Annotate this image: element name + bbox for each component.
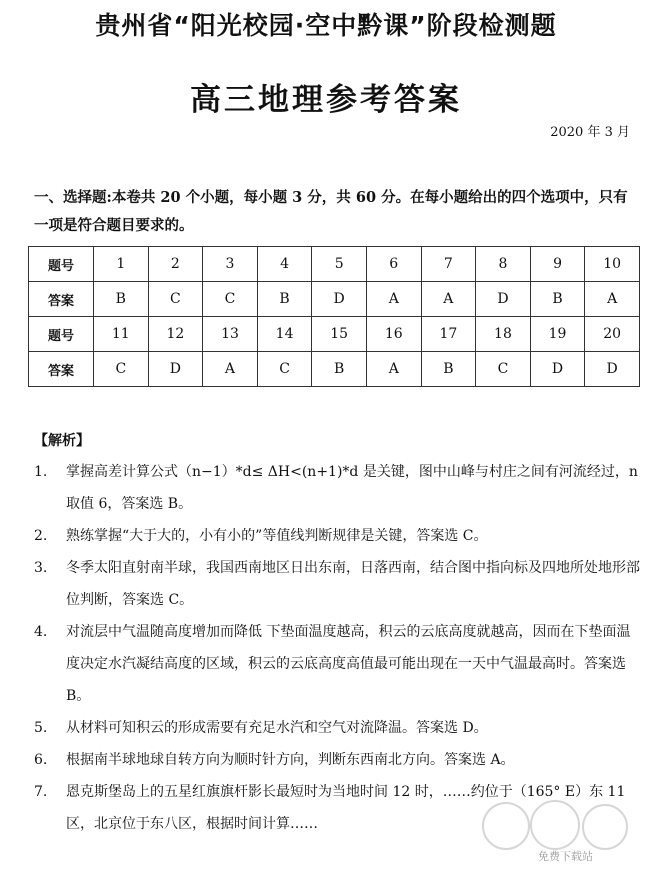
table-cell: D xyxy=(312,282,367,317)
table-cell: 19 xyxy=(530,317,585,352)
table-cell: 10 xyxy=(585,247,640,282)
table-cell: C xyxy=(257,352,312,387)
table-row xyxy=(29,352,640,387)
row-header-cell: 答案 xyxy=(29,352,94,387)
table-cell: 1 xyxy=(94,247,149,282)
table-cell: A xyxy=(585,282,640,317)
table-cell: 3 xyxy=(203,247,258,282)
analysis-list xyxy=(34,456,642,840)
table-cell: 13 xyxy=(203,317,258,352)
table-cell: 5 xyxy=(312,247,367,282)
watermark-circle-icon xyxy=(482,802,530,850)
watermark-circle-icon xyxy=(530,800,580,850)
table-cell: 9 xyxy=(530,247,585,282)
row-header-cell: 题号 xyxy=(29,247,94,282)
item-text: 掌握高差计算公式（n−1）*d≤ ΔH<(n+1)*d 是关键，图中山峰与村庄之间有河流经过，n 取值 6，答案选 B。 xyxy=(66,464,638,512)
table-cell: A xyxy=(421,282,476,317)
exam-header-title: 贵州省“阳光校园·空中黔课”阶段检测题 xyxy=(95,11,557,40)
item-number: 7. xyxy=(34,784,48,800)
table-cell: B xyxy=(421,352,476,387)
table-row xyxy=(29,317,640,352)
table-cell: 6 xyxy=(366,247,421,282)
row-header-cell: 题号 xyxy=(29,317,94,352)
item-number: 1. xyxy=(34,464,48,480)
table-cell: A xyxy=(203,352,258,387)
table-cell: B xyxy=(257,282,312,317)
table-cell: 15 xyxy=(312,317,367,352)
analysis-item xyxy=(34,456,642,520)
table-cell: 2 xyxy=(148,247,203,282)
table-cell: C xyxy=(476,352,531,387)
item-number: 2. xyxy=(34,528,48,544)
table-cell: D xyxy=(585,352,640,387)
item-text: 冬季太阳直射南半球，我国西南地区日出东南，日落西南，结合图中指向标及四地所处地形部位判断，答案选 C。 xyxy=(66,560,640,608)
table-cell: C xyxy=(203,282,258,317)
table-cell: 11 xyxy=(94,317,149,352)
answer-table xyxy=(28,246,640,387)
table-cell: 7 xyxy=(421,247,476,282)
table-cell: D xyxy=(148,352,203,387)
analysis-heading: 【解析】 xyxy=(34,433,90,449)
table-cell: B xyxy=(530,282,585,317)
item-text: 从材料可知积云的形成需要有充足水汽和空气对流降温。答案选 D。 xyxy=(66,720,488,736)
item-text: 熟练掌握“大于大的，小有小的”等值线判断规律是关键，答案选 C。 xyxy=(66,528,488,544)
item-text: 对流层中气温随高度增加而降低 下垫面温度越高，积云的云底高度就越高，因而在下垫面温度决定水汽凝结高度的区域，积云的云底高度高值最可能出现在一天中气温最高时。答案选 B。 xyxy=(66,624,631,704)
analysis-item xyxy=(34,744,642,776)
table-row xyxy=(29,282,640,317)
item-text: 根据南半球地球自转方向为顺时针方向，判断东西南北方向。答案选 A。 xyxy=(66,752,515,768)
item-text: 恩克斯堡岛上的五星红旗旗杆影长最短时为当地时间 12 时，……约位于（165° E）东 11 区，北京位于东八区，根据时间计算…… xyxy=(66,784,626,832)
table-cell: 4 xyxy=(257,247,312,282)
item-number: 5. xyxy=(34,720,48,736)
watermark-text: 免费下载站 xyxy=(538,850,593,863)
table-cell: 14 xyxy=(257,317,312,352)
document-title: 高三地理参考答案 xyxy=(190,82,462,118)
table-cell: 18 xyxy=(476,317,531,352)
analysis-item xyxy=(34,552,642,616)
table-cell: C xyxy=(148,282,203,317)
item-number: 4. xyxy=(34,624,48,640)
table-row xyxy=(29,247,640,282)
analysis-item xyxy=(34,712,642,744)
table-cell: B xyxy=(94,282,149,317)
table-cell: 12 xyxy=(148,317,203,352)
table-cell: 8 xyxy=(476,247,531,282)
analysis-item xyxy=(34,616,642,712)
table-cell: 17 xyxy=(421,317,476,352)
table-cell: D xyxy=(530,352,585,387)
item-number: 3. xyxy=(34,560,48,576)
analysis-item xyxy=(34,520,642,552)
section-1-instructions: 一、选择题:本卷共 20 个小题，每小题 3 分，共 60 分。在每小题给出的四个选项中，只有一项是符合题目要求的。 xyxy=(34,189,628,234)
table-cell: A xyxy=(366,282,421,317)
table-cell: C xyxy=(94,352,149,387)
row-header-cell: 答案 xyxy=(29,282,94,317)
table-cell: B xyxy=(312,352,367,387)
table-cell: A xyxy=(366,352,421,387)
table-cell: 16 xyxy=(366,317,421,352)
table-cell: 20 xyxy=(585,317,640,352)
item-number: 6. xyxy=(34,752,48,768)
watermark-circle-icon xyxy=(582,804,628,850)
table-cell: D xyxy=(476,282,531,317)
watermark-logo xyxy=(474,796,644,876)
document-date: 2020 年 3 月 xyxy=(550,125,630,140)
